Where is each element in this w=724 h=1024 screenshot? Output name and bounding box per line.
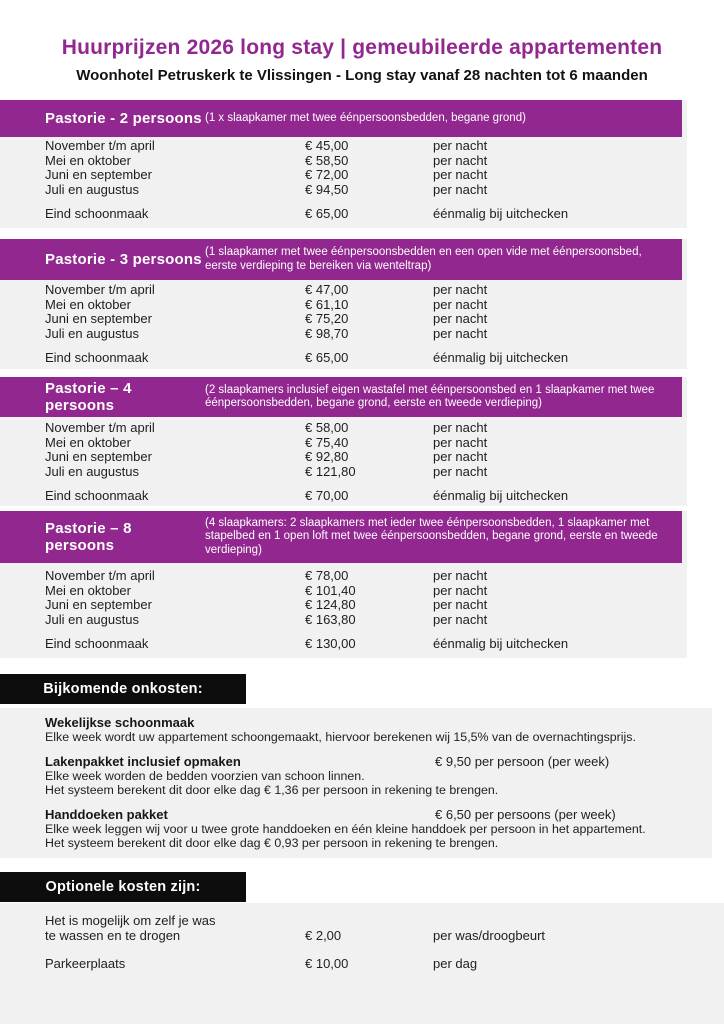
cost-item-detail: Het systeem berekent dit door elke dag € 0,93 per persoon in rekening te brengen. [45,836,499,850]
price-row [0,421,687,436]
price-value: € 130,00 [305,635,356,651]
season-label: Juli en augustus [45,182,139,198]
price-row [0,283,687,298]
page-title: Huurprijzen 2026 long stay | gemeubileerde appartementen [61,36,663,59]
cost-item-name [45,754,712,769]
optional-cost-label: Parkeerplaats [45,956,126,971]
price-value: € 75,40 [305,434,349,450]
optional-cost-row [45,913,724,928]
season-label: Juni en september [45,311,152,327]
season-label: November t/m april [45,282,155,297]
cost-item-towel-package [45,807,712,850]
price-value: € 98,70 [305,326,349,342]
cleaning-label: Eind schoonmaak [45,635,149,651]
extra-costs-panel [0,708,712,858]
price-unit: éénmalig bij uitchecken [433,205,569,221]
price-unit: per nacht [433,449,488,465]
apartment-description: (4 slaapkamers: 2 slaapkamers met ieder twee éénpersoonsbedden, 1 slaapkamer met stapelbed en 1 open loft met twee éénpersoonsbedden, begane grond, eerste en tweede verdieping) [205,516,658,556]
price-unit: per nacht [433,612,488,628]
page-subtitle: Woonhotel Petruskerk te Vlissingen - Long stay vanaf 28 nachten tot 6 maanden [76,67,648,84]
price-value: € 65,00 [305,349,349,365]
price-value: € 72,00 [305,167,349,183]
optional-cost-row [45,956,724,971]
optional-cost-label: te wassen en te drogen [45,928,181,943]
apartment-description: (1 x slaapkamer met twee éénpersoonsbedden, begane grond) [205,111,526,124]
price-row [0,450,687,465]
price-unit: per nacht [433,311,488,327]
cost-item-name [45,807,712,822]
season-label: Juli en augustus [45,612,139,628]
apartment-section-header [0,100,682,137]
season-label: Mei en oktober [45,152,131,168]
price-value: € 61,10 [305,296,349,312]
price-unit: per nacht [433,182,488,198]
price-value: € 124,80 [305,597,356,613]
price-value: € 163,80 [305,612,356,628]
optional-costs-heading: Optionele kosten zijn: [0,872,246,902]
price-unit: per nacht [433,326,488,342]
price-value: € 45,00 [305,138,349,153]
price-unit: éénmalig bij uitchecken [433,635,569,651]
season-label: November t/m april [45,420,155,435]
apartment-section-4-persoons [0,377,687,506]
price-value: € 70,00 [305,487,349,503]
cost-item-name-text: Lakenpakket inclusief opmaken [45,754,241,769]
apartment-description: (1 slaapkamer met twee éénpersoonsbedden en een open vide met éénpersoonsbed, eerste verdieping te bereiken via wenteltrap) [205,246,642,272]
apartment-title: Pastorie – 4 persoons [45,380,132,414]
apartment-title: Pastorie - 2 persoons [45,110,202,127]
price-unit: per nacht [433,582,488,598]
apartment-section-2-persoons [0,100,687,228]
price-row [0,183,687,198]
price-unit: per nacht [433,434,488,450]
price-unit: per nacht [433,138,488,153]
cost-item-weekly-cleaning [45,715,712,744]
optional-cost-row [45,928,724,943]
price-value: € 65,00 [305,205,349,221]
season-label: Juli en augustus [45,326,139,342]
season-label: Juni en september [45,167,152,183]
season-label: November t/m april [45,568,155,583]
final-cleaning-row [0,351,687,366]
optional-cost-label: Het is mogelijk om zelf je was [45,913,216,928]
price-row [0,298,687,313]
final-cleaning-row [0,637,687,652]
cleaning-label: Eind schoonmaak [45,349,149,365]
season-label: Mei en oktober [45,582,131,598]
cost-item-detail: Elke week worden de bedden voorzien van schoon linnen. [45,769,365,783]
price-unit: per nacht [433,296,488,312]
price-unit: per was/droogbeurt [433,928,546,943]
price-value: € 47,00 [305,282,349,297]
price-unit: per nacht [433,464,488,480]
price-unit: per nacht [433,597,488,613]
cleaning-label: Eind schoonmaak [45,205,149,221]
price-unit: per nacht [433,420,488,435]
price-row [0,569,687,584]
apartment-section-header [0,239,682,280]
season-label: November t/m april [45,138,155,153]
cost-item-linen-package [45,754,712,797]
price-value: € 92,80 [305,449,349,465]
price-unit: per nacht [433,152,488,168]
price-row [0,613,687,628]
price-row [0,327,687,342]
price-row [0,312,687,327]
cost-item-price: € 9,50 per persoon (per week) [435,754,610,769]
price-unit: per nacht [433,568,488,583]
price-value: € 101,40 [305,582,356,598]
price-value: € 58,50 [305,152,349,168]
price-value: € 78,00 [305,568,349,583]
season-label: Juli en augustus [45,464,139,480]
price-value: € 121,80 [305,464,356,480]
extra-costs-heading: Bijkomende onkosten: [0,674,246,704]
final-cleaning-row [0,207,687,222]
price-row [0,598,687,613]
price-row [0,139,687,154]
price-value: € 10,00 [305,956,349,971]
price-unit: per nacht [433,167,488,183]
season-label: Juni en september [45,597,152,613]
apartment-section-header [0,511,682,563]
price-unit: per dag [433,956,478,971]
apartment-title: Pastorie - 3 persoons [45,251,202,268]
cleaning-label: Eind schoonmaak [45,487,149,503]
price-row [0,465,687,480]
price-row [0,436,687,451]
price-unit: éénmalig bij uitchecken [433,487,569,503]
cost-item-name-text: Wekelijkse schoonmaak [45,715,195,730]
apartment-section-8-persoons [0,511,687,658]
apartment-section-header [0,377,682,417]
cost-item-detail: Elke week wordt uw appartement schoongemaakt, hiervoor berekenen wij 15,5% van de overnachtingsprijs. [45,730,636,744]
price-unit: per nacht [433,282,488,297]
price-value: € 75,20 [305,311,349,327]
price-unit: éénmalig bij uitchecken [433,349,569,365]
price-value: € 2,00 [305,928,342,943]
apartment-description: (2 slaapkamers inclusief eigen wastafel met éénpersoonsbed en 1 slaapkamer met twee éénpersoonsbedden, begane grond, eerste en tweede verdieping) [205,383,655,409]
season-label: Juni en september [45,449,152,465]
cost-item-detail: Het systeem berekent dit door elke dag € 1,36 per persoon in rekening te brengen. [45,783,499,797]
season-label: Mei en oktober [45,434,131,450]
price-value: € 94,50 [305,182,349,198]
final-cleaning-row [0,489,687,504]
cost-item-name [45,715,712,730]
cost-item-price: € 6,50 per persoons (per week) [435,807,616,822]
cost-item-detail: Elke week leggen wij voor u twee grote handdoeken en één kleine handdoek per persoon in het appartement. [45,822,646,836]
apartment-section-3-persoons [0,239,687,369]
price-row [0,168,687,183]
price-row [0,584,687,599]
season-label: Mei en oktober [45,296,131,312]
optional-costs-panel [0,903,724,1024]
price-value: € 58,00 [305,420,349,435]
apartment-title: Pastorie – 8 persoons [45,520,132,554]
cost-item-name-text: Handdoeken pakket [45,807,168,822]
price-row [0,154,687,169]
